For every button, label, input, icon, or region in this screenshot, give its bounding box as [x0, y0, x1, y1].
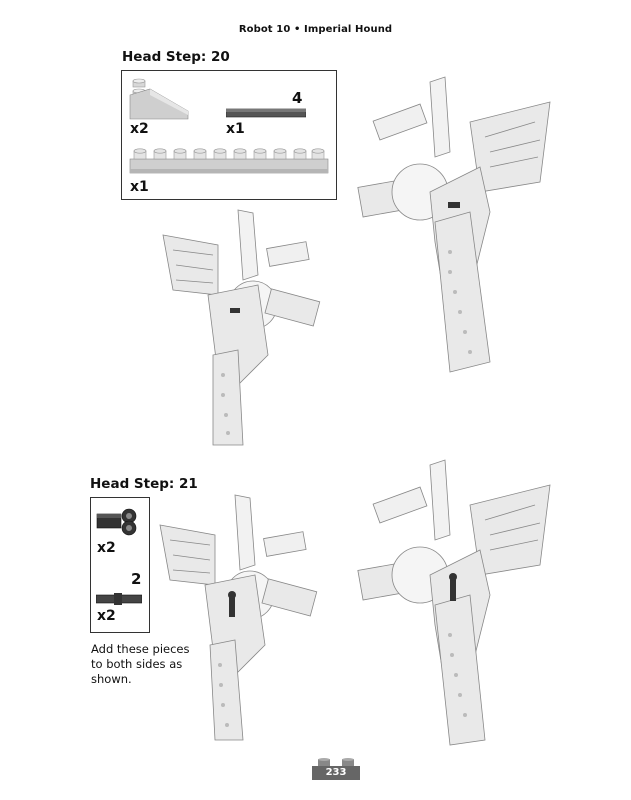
step-21-part-2-length: 2 — [131, 570, 142, 588]
step-21-title: Head Step: 21 — [90, 476, 198, 492]
step-20-part-2-qty: x1 — [226, 121, 245, 137]
step-20-title: Head Step: 20 — [122, 49, 230, 65]
page-number-badge — [312, 758, 360, 780]
step-21-model-left-illustration — [155, 490, 330, 745]
step-21-parts-box — [90, 497, 150, 633]
step-21-part-2-qty: x2 — [97, 608, 116, 624]
plate-1x10-icon — [128, 145, 332, 179]
step-20-part-2-length: 4 — [292, 89, 303, 107]
step-21-instruction-note: Add these pieces to both sides as shown. — [91, 642, 190, 686]
page-number: 233 — [325, 767, 347, 778]
step-20-part-3-qty: x1 — [130, 179, 149, 195]
step-20-part-1-qty: x2 — [130, 121, 149, 137]
step-20-model-left-illustration — [158, 205, 333, 450]
step-20-model-right-illustration — [350, 72, 560, 377]
axle-icon — [226, 107, 306, 119]
step-20-parts-box — [121, 70, 337, 200]
step-21-model-right-illustration — [350, 455, 560, 750]
slope-brick-icon — [128, 77, 192, 121]
step-21-part-1-qty: x2 — [97, 540, 116, 556]
running-header: Robot 10 • Imperial Hound — [238, 24, 393, 35]
connector-peg-icon — [95, 508, 143, 536]
axle-short-icon — [96, 592, 142, 606]
